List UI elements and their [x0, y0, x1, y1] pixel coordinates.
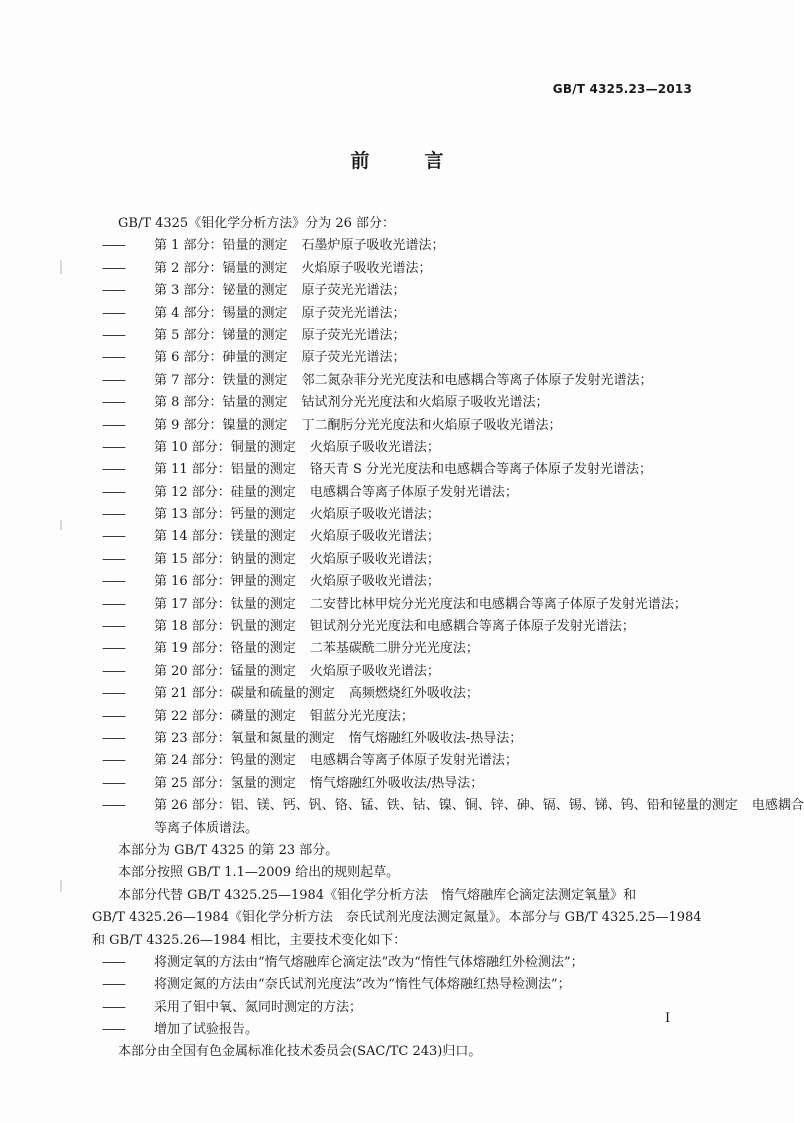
- dash: ——: [102, 507, 124, 523]
- part-method: 石墨炉原子吸收光谱法；: [301, 238, 445, 254]
- part-label: 第 16 部分：钾量的测定: [154, 574, 296, 590]
- part-method: 惰气熔融红外吸收法/热导法；: [309, 775, 484, 791]
- part-method: 钼蓝分光光度法；: [309, 708, 414, 724]
- part-item-26-continuation: 等离子体质谱法。: [154, 820, 259, 836]
- standard-code: GB/T 4325.23—2013: [552, 82, 692, 96]
- part-item: [92, 549, 696, 571]
- part-label: 第 6 部分：砷量的测定: [154, 350, 288, 366]
- part-method: 钽试剂分光光度法和电感耦合等离子体原子发射光谱法；: [309, 619, 635, 635]
- dash: ——: [102, 977, 124, 993]
- part-item: [92, 504, 696, 526]
- part-method: 火焰原子吸收光谱法；: [301, 260, 432, 276]
- part-item: [92, 415, 696, 437]
- part-label: 第 24 部分：钨量的测定: [154, 753, 296, 769]
- part-label: 第 1 部分：铅量的测定: [154, 238, 288, 254]
- part-item: [92, 482, 696, 504]
- part-method: 铬天青 S 分光光度法和电感耦合等离子体原子发射光谱法；: [309, 462, 652, 478]
- part-method: 原子荧光光谱法；: [301, 305, 406, 321]
- part-method: 原子荧光光谱法；: [301, 283, 406, 299]
- part-item: [92, 750, 696, 772]
- dash: ——: [102, 619, 124, 635]
- part-method: 二安替比林甲烷分光光度法和电感耦合等离子体原子发射光谱法；: [309, 596, 687, 612]
- change-item: [92, 974, 696, 996]
- part-item: [92, 616, 696, 638]
- scan-speck: [60, 880, 62, 892]
- foreword-body: [92, 213, 804, 1064]
- part-label: 第 14 部分：镁量的测定: [154, 529, 296, 545]
- dash: ——: [102, 439, 124, 455]
- paragraph-drafting-rules: 本部分按照 GB/T 1.1—2009 给出的规则起草。: [118, 865, 400, 881]
- part-method: 原子荧光光谱法；: [301, 327, 406, 343]
- part-label: 第 21 部分：碳量和硫量的测定: [154, 686, 335, 702]
- part-item: [92, 526, 696, 548]
- part-label: 第 25 部分：氢量的测定: [154, 775, 296, 791]
- part-method: 火焰原子吸收光谱法；: [309, 551, 440, 567]
- part-label: 第 5 部分：锑量的测定: [154, 327, 288, 343]
- dash: ——: [102, 327, 124, 343]
- part-label: 第 26 部分：铝、镁、钙、钒、铬、锰、铁、钴、镍、铜、锌、砷、镉、锡、锑、钨、铅和铋量的测定: [154, 798, 738, 814]
- page-title: 前 言: [350, 150, 462, 172]
- change-item: [92, 952, 696, 974]
- dash: ——: [102, 484, 124, 500]
- part-item: [92, 661, 696, 683]
- part-method: 高频燃烧红外吸收法；: [348, 686, 479, 702]
- paragraph-part-number: 本部分为 GB/T 4325 的第 23 部分。: [118, 842, 339, 858]
- dash: ——: [102, 686, 124, 702]
- part-item: [92, 258, 696, 280]
- part-item: [92, 280, 696, 302]
- scan-speck: [60, 520, 62, 530]
- part-method: 电感耦合等离子体原子发射光谱法；: [309, 753, 518, 769]
- part-label: 第 17 部分：钛量的测定: [154, 596, 296, 612]
- change-item: [92, 997, 696, 1019]
- part-label: 第 10 部分：铜量的测定: [154, 439, 296, 455]
- part-item: [92, 571, 696, 593]
- parts-list: [92, 235, 696, 795]
- part-item: [92, 437, 696, 459]
- part-method: 火焰原子吸收光谱法；: [309, 507, 440, 523]
- dash: ——: [102, 372, 124, 388]
- part-method: 火焰原子吸收光谱法；: [309, 663, 440, 679]
- dash: ——: [102, 462, 124, 478]
- part-item: [92, 347, 696, 369]
- dash: ——: [102, 663, 124, 679]
- part-item: [92, 683, 696, 705]
- dash: ——: [102, 641, 124, 657]
- dash: ——: [102, 596, 124, 612]
- part-method: 电感耦合: [751, 798, 804, 814]
- part-label: 第 7 部分：铁量的测定: [154, 372, 288, 388]
- page-number: I: [665, 1011, 671, 1026]
- changes-list: [92, 952, 696, 1042]
- part-label: 第 9 部分：镍量的测定: [154, 417, 288, 433]
- dash: ——: [102, 1022, 124, 1038]
- part-method: 邻二氮杂菲分光光度法和电感耦合等离子体原子发射光谱法；: [301, 372, 653, 388]
- part-item-26: [92, 795, 804, 817]
- part-method: 火焰原子吸收光谱法；: [309, 529, 440, 545]
- part-label: 第 19 部分：铬量的测定: [154, 641, 296, 657]
- intro-paragraph: GB/T 4325《钼化学分析方法》分为 26 部分：: [118, 216, 396, 231]
- part-item: [92, 392, 696, 414]
- dash: ——: [102, 775, 124, 791]
- part-label: 第 13 部分：钙量的测定: [154, 507, 296, 523]
- paragraph-replacement: 本部分代替 GB/T 4325.25—1984《钼化学分析方法 惰气熔融库仑滴定法测定氧量》和: [118, 887, 637, 903]
- dash: ——: [102, 417, 124, 433]
- change-text: 将测定氮的方法由“奈氏试剂光度法”改为“惰性气体熔融红热导检测法”；: [154, 977, 571, 993]
- part-method: 二苯基碳酰二肼分光光度法；: [309, 641, 479, 657]
- dash: ——: [102, 395, 124, 411]
- dash: ——: [102, 529, 124, 545]
- part-item: [92, 235, 696, 257]
- dash: ——: [102, 350, 124, 366]
- part-method: 惰气熔融红外吸收法-热导法；: [348, 730, 523, 746]
- dash: ——: [102, 305, 124, 321]
- part-method: 火焰原子吸收光谱法；: [309, 439, 440, 455]
- part-label: 第 18 部分：钒量的测定: [154, 619, 296, 635]
- change-text: 采用了钼中氧、氮同时测定的方法；: [154, 999, 363, 1015]
- dash: ——: [102, 551, 124, 567]
- dash: ——: [102, 260, 124, 276]
- part-item: [92, 594, 696, 616]
- change-item: [92, 1019, 696, 1041]
- dash: ——: [102, 954, 124, 970]
- part-item: [92, 728, 696, 750]
- part-item: [92, 370, 696, 392]
- part-item: [92, 638, 696, 660]
- part-item: [92, 706, 696, 728]
- part-label: 第 2 部分：镉量的测定: [154, 260, 288, 276]
- part-label: 第 20 部分：锰量的测定: [154, 663, 296, 679]
- dash: ——: [102, 708, 124, 724]
- part-label: 第 12 部分：硅量的测定: [154, 484, 296, 500]
- change-text: 将测定氧的方法由“惰气熔融库仑滴定法”改为“惰性气体熔融红外检测法”；: [154, 954, 584, 970]
- paragraph-replacement-cont: 和 GB/T 4325.26—1984 相比，主要技术变化如下：: [92, 932, 407, 948]
- part-method: 火焰原子吸收光谱法；: [309, 574, 440, 590]
- part-method: 钴试剂分光光度法和火焰原子吸收光谱法；: [301, 395, 549, 411]
- part-method: 丁二酮肟分光光度法和火焰原子吸收光谱法；: [301, 417, 562, 433]
- dash: ——: [102, 999, 124, 1015]
- part-method: 电感耦合等离子体原子发射光谱法；: [309, 484, 518, 500]
- dash: ——: [102, 283, 124, 299]
- paragraph-committee: 本部分由全国有色金属标准化技术委员会(SAC/TC 243)归口。: [118, 1044, 482, 1060]
- part-label: 第 11 部分：铝量的测定: [154, 462, 296, 478]
- part-label: 第 23 部分：氧量和氮量的测定: [154, 730, 335, 746]
- dash: ——: [102, 574, 124, 590]
- part-item: [92, 773, 696, 795]
- part-label: 第 3 部分：铋量的测定: [154, 283, 288, 299]
- part-label: 第 22 部分：磷量的测定: [154, 708, 296, 724]
- part-label: 第 4 部分：锡量的测定: [154, 305, 288, 321]
- part-item: [92, 459, 696, 481]
- dash: ——: [102, 753, 124, 769]
- scan-speck: [60, 260, 62, 274]
- part-label: 第 15 部分：钠量的测定: [154, 551, 296, 567]
- dash: ——: [102, 238, 124, 254]
- part-item: [92, 325, 696, 347]
- dash: ——: [102, 730, 124, 746]
- dash: ——: [102, 798, 124, 814]
- part-item: [92, 303, 696, 325]
- part-method: 原子荧光光谱法；: [301, 350, 406, 366]
- change-text: 增加了试验报告。: [154, 1022, 259, 1038]
- paragraph-replacement-cont: GB/T 4325.26—1984《钼化学分析方法 奈氏试剂光度法测定氮量》。本部分与 GB/T 4325.25—1984: [92, 910, 702, 926]
- part-label: 第 8 部分：钴量的测定: [154, 395, 288, 411]
